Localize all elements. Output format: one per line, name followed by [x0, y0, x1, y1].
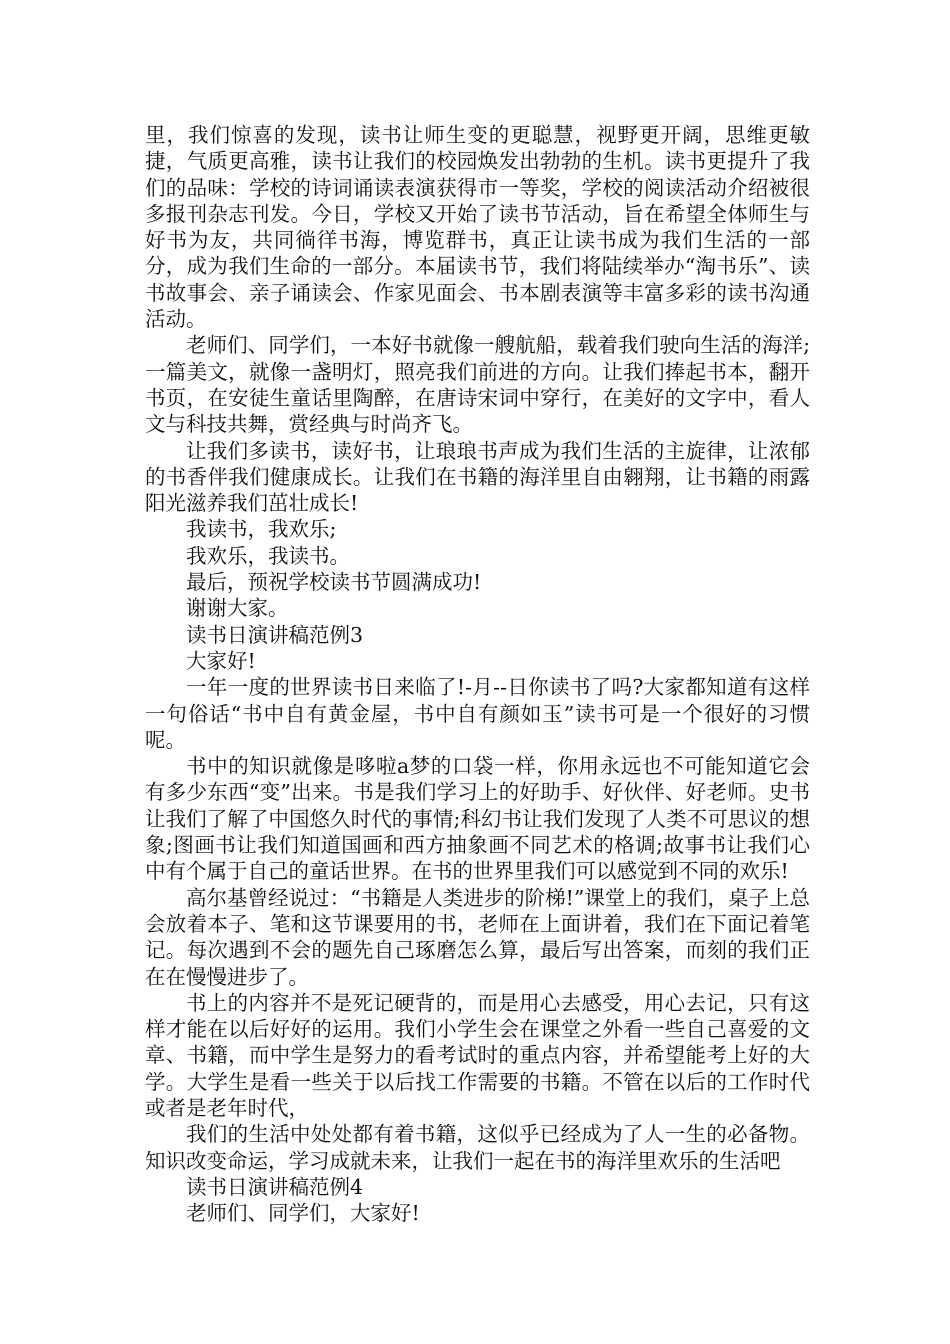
paragraph: 书上的内容并不是死记硬背的，而是用心去感受，用心去记，只有这样才能在以后好好的运用。我们小学生会在课堂之外看一些自己喜爱的文章、书籍，而中学生是努力的看考试时的重点内容，并希望能考上好的大学。大学生是看一些关于以后找工作需要的书籍。不管在以后的工作时代或者是老年时代，	[145, 990, 810, 1120]
document-body	[145, 122, 810, 1226]
paragraph: 老师们、同学们，一本好书就像一艘航船，载着我们驶向生活的海洋;一篇美文，就像一盏明灯，照亮我们前进的方向。让我们捧起书本，翻开书页，在安徒生童话里陶醉，在唐诗宋词中穿行，在美好的文字中，看人文与科技共舞，赏经典与时尚齐飞。	[145, 333, 810, 437]
paragraph: 我欢乐，我读书。	[186, 543, 350, 568]
paragraph: 高尔基曾经说过：“书籍是人类进步的阶梯!”课堂上的我们，桌子上总会放着本子、笔和这节课要用的书，老师在上面讲着，我们在下面记着笔记。每次遇到不会的题先自己琢磨怎么算，最后写出答案，而刻的我们正在在慢慢进步了。	[145, 885, 810, 989]
paragraph-continued: 里，我们惊喜的发现，读书让师生变的更聪慧，视野更开阔，思维更敏捷，气质更高雅，读书让我们的校园焕发出勃勃的生机。读书更提升了我们的品味：学校的诗词诵读表演获得市一等奖，学校的阅读活动介绍被很多报刊杂志刊发。今日，学校又开始了读书节活动，旨在希望全体师生与好书为友，共同徜徉书海，博览群书，真正让读书成为我们生活的一部分，成为我们生命的一部分。本届读书节，我们将陆续举办“淘书乐”、读书故事会、亲子诵读会、作家见面会、书本剧表演等丰富多彩的读书沟通活动。	[145, 123, 810, 332]
section-heading: 读书日演讲稿范例4	[186, 1174, 364, 1199]
paragraph: 让我们多读书，读好书，让琅琅书声成为我们生活的主旋律，让浓郁的书香伴我们健康成长。让我们在书籍的海洋里自由翱翔，让书籍的雨露阳光滋养我们茁壮成长!	[145, 438, 810, 516]
paragraph: 书中的知识就像是哆啦a梦的口袋一样，你用永远也不可能知道它会有多少东西“变”出来。书是我们学习上的好助手、好伙伴、好老师。史书让我们了解了中国悠久时代的事情;科幻书让我们发现了人类不可思议的想象;图画书让我们知道国画和西方抽象画不同艺术的格调;故事书让我们心中有个属于自己的童话世界。在书的世界里我们可以感觉到不同的欢乐!	[145, 754, 810, 884]
paragraph: 谢谢大家。	[186, 596, 289, 621]
paragraph: 我读书，我欢乐;	[186, 517, 337, 542]
paragraph: 最后，预祝学校读书节圆满成功!	[186, 570, 482, 595]
greeting: 老师们、同学们，大家好!	[186, 1201, 420, 1226]
section-heading: 读书日演讲稿范例3	[186, 622, 364, 647]
paragraph: 一年一度的世界读书日来临了!-月--日你读书了吗?大家都知道有这样一句俗话“书中自有黄金屋，书中自有颜如玉”读书可是一个很好的习惯呢。	[145, 675, 810, 752]
paragraph: 我们的生活中处处都有着书籍，这似乎已经成为了人一生的必备物。知识改变命运，学习成就未来，让我们一起在书的海洋里欢乐的生活吧	[145, 1122, 810, 1173]
greeting: 大家好!	[186, 648, 256, 673]
